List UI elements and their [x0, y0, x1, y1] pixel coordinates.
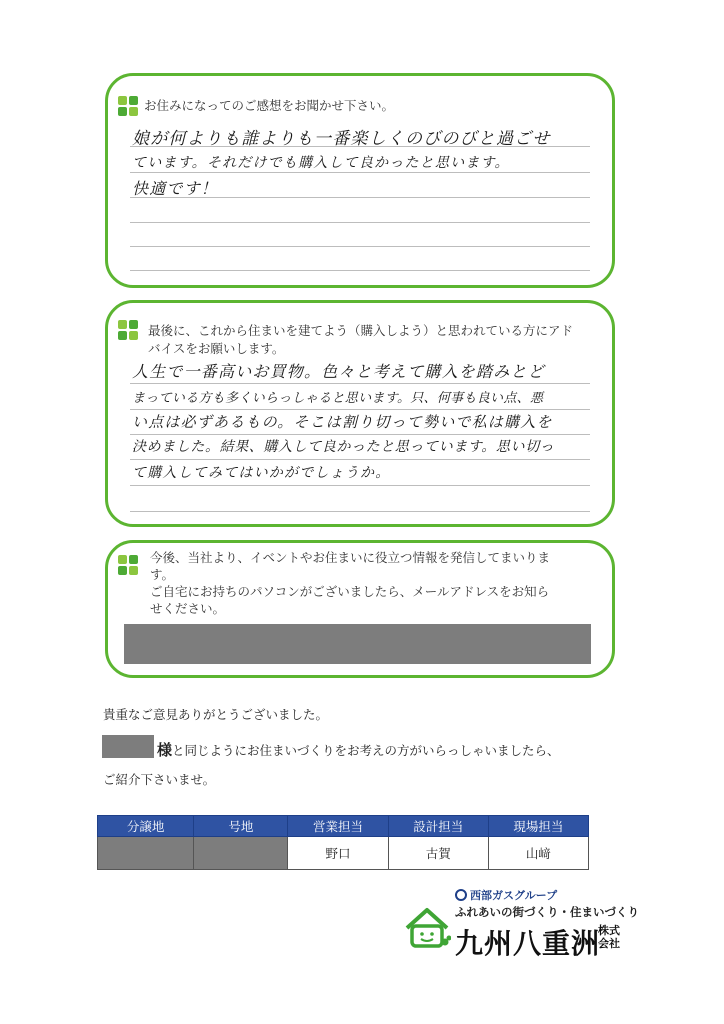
clover-icon [118, 555, 138, 575]
email-info-line: 今後、当社より、イベントやお住まいに役立つ情報を発信してまいりま [150, 550, 551, 565]
header-lot-number: 号地 [194, 816, 288, 837]
lot-number-redacted [194, 837, 288, 870]
subdivision-redacted [98, 837, 194, 870]
advice-answer-line: い点は必ずあるもの。そこは割り切って勢いで私は購入を [132, 413, 553, 431]
clover-icon [118, 320, 138, 340]
advice-answer-line: 人生で一番高いお買物。色々と考えて購入を踏みとど [132, 362, 545, 381]
company-group-name: 西部ガスグループ [470, 889, 558, 902]
saibu-gas-logo-icon [455, 889, 467, 901]
email-redacted-field [124, 624, 591, 664]
email-info [150, 549, 550, 617]
sales-staff-name: 野口 [288, 837, 388, 870]
header-design-staff: 設計担当 [388, 816, 488, 837]
advice-question-line: バイスをお願いします。 [148, 341, 285, 356]
advice-answer-line: 決めました。結果、購入して良かったと思っています。思い切っ [132, 439, 555, 455]
company-suffix: 株式会社 [598, 924, 620, 950]
clover-icon [118, 96, 138, 116]
referral-text [157, 739, 560, 760]
advice-question [148, 322, 573, 358]
staff-table-row [98, 837, 589, 870]
design-staff-name: 古賀 [388, 837, 488, 870]
email-info-line: す。 [150, 567, 175, 582]
company-group-logo [455, 887, 557, 903]
company-name: 九州八重洲 [455, 927, 601, 960]
impression-answer-line: ています。それだけでも購入して良かったと思います。 [132, 155, 510, 171]
house-logo-icon [403, 906, 451, 950]
email-info-line: ご自宅にお持ちのパソコンがございましたら、メールアドレスをお知ら [150, 584, 550, 599]
impression-question: お住みになってのご感想をお聞かせ下さい。 [144, 98, 395, 113]
thanks-text: 貴重なご意見ありがとうございました。 [103, 707, 329, 722]
staff-table [97, 815, 589, 870]
honorific-sama: 様 [157, 741, 173, 759]
advice-answer-line: て購入してみてはいかがでしょうか。 [132, 465, 391, 481]
customer-name-redacted [102, 735, 154, 758]
impression-answer-line: 娘が何よりも誰よりも一番楽しくのびのびと過ごせ [132, 129, 551, 149]
advice-section [105, 300, 615, 527]
advice-answer-line: まっている方も多くいらっしゃると思います。只、何事も良い点、悪 [132, 391, 544, 406]
header-subdivision: 分譲地 [98, 816, 194, 837]
site-staff-name: 山﨑 [488, 837, 588, 870]
company-slogan: ふれあいの街づくり・住まいづくり [455, 905, 639, 919]
impression-section [105, 73, 615, 288]
header-sales-staff: 営業担当 [288, 816, 388, 837]
referral-text-line2: ご紹介下さいませ。 [103, 772, 216, 787]
advice-question-line: 最後に、これから住まいを建てよう（購入しよう）と思われている方にアド [148, 323, 574, 338]
header-site-staff: 現場担当 [488, 816, 588, 837]
staff-table-header-row [98, 816, 589, 837]
impression-answer-line: 快適です！ [132, 179, 219, 198]
email-section [105, 540, 615, 678]
referral-text-rest: と同じようにお住まいづくりをお考えの方がいらっしゃいましたら、 [172, 743, 560, 758]
email-info-line: せください。 [150, 601, 226, 616]
